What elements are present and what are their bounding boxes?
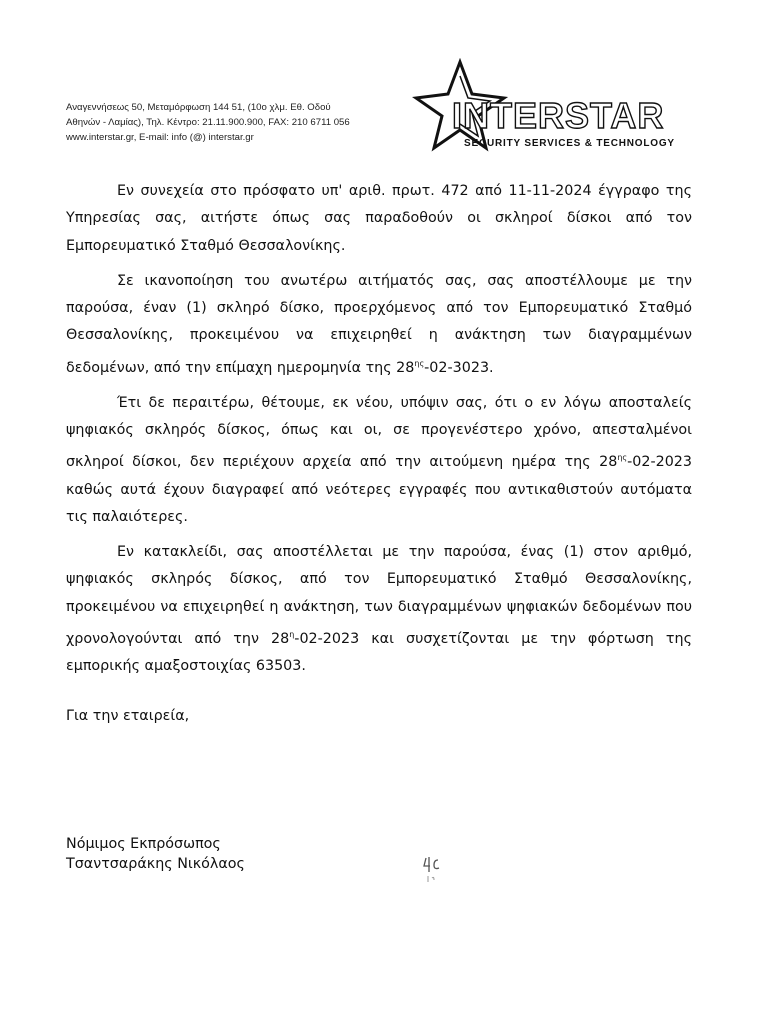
logo-name: INTERSTAR <box>452 95 665 136</box>
letter-body <box>66 178 692 688</box>
paragraph-4-rest: -02-2023 και συσχετίζονται με την φόρτωση της εμπορικής αμαξοστοιχίας 63503. <box>66 630 692 675</box>
logo-tagline: SECURITY SERVICES & TECHNOLOGY <box>464 138 675 149</box>
paragraph-1 <box>66 178 692 260</box>
paragraph-3-text: Έτι δε περαιτέρω, θέτουμε, εκ νέου, υπόψιν σας, ότι ο εν λόγω αποσταλείς ψηφιακός σκληρός δίσκος, όπως και οι, σε προγενέστερο χρόνο, απεσταλμένοι σκληροί δίσκοι, δεν περιέχουν αρχεία από την αιτούμενη ημέρα της 28 <box>66 394 692 471</box>
paragraph-3 <box>66 390 692 531</box>
paragraph-2 <box>66 268 692 382</box>
paragraph-2-date: -02-3023. <box>424 359 494 376</box>
paragraph-2-text: Σε ικανοποίηση του ανωτέρω αιτήματός σας, σας αποστέλλουμε με την παρούσα, έναν (1) σκληρό δίσκο, προερχόμενος από τον Εμπορευματικό Σταθμό Θεσσαλονίκης, προκειμένου να επιχειρηθεί η ανάκτηση των διαγραμμένων δεδομένων, από την επίμαχη ημερομηνία της 28 <box>66 272 692 376</box>
ordinal-suffix: ης <box>617 453 628 463</box>
ordinal-suffix: η <box>289 629 295 639</box>
handwritten-mark-icon <box>420 852 450 888</box>
signer-name: Τσαντσαράκης Νικόλαος <box>66 856 245 872</box>
paragraph-1-text: Εν συνεχεία στο πρόσφατο υπ' αριθ. πρωτ. 472 από 11-11-2024 έγγραφο της Υπηρεσίας σας, αιτήστε όπως σας παραδοθούν οι σκληροί δίσκοι από τον Εμπορευματικό Σταθμό Θεσσαλονίκης. <box>66 183 692 254</box>
address-line-3: www.interstar.gr, E-mail: info (@) interstar.gr <box>66 132 254 143</box>
interstar-logo <box>412 58 702 153</box>
address-line-2: Αθηνών - Λαμίας), Τηλ. Κέντρο: 21.11.900.900, FAX: 210 6711 056 <box>66 117 350 128</box>
address-line-1: Αναγεννήσεως 50, Μεταμόρφωση 144 51, (10ο χλμ. Εθ. Οδού <box>66 102 331 113</box>
signer-title: Νόμιμος Εκπρόσωπος <box>66 836 221 852</box>
paragraph-3-rest: -02-2023 καθώς αυτά έχουν διαγραφεί από νεότερες εγγραφές που αντικαθιστούν αυτόματα τις παλαιότερες. <box>66 454 692 525</box>
closing-line: Για την εταιρεία, <box>66 708 190 724</box>
paragraph-4 <box>66 539 692 680</box>
ordinal-suffix: ης <box>414 358 425 368</box>
company-address-block <box>66 100 406 145</box>
paragraph-4-text: Εν κατακλείδι, σας αποστέλλεται με την παρούσα, ένας (1) στον αριθμό, ψηφιακός σκληρός δίσκος, από τον Εμπορευματικό Σταθμό Θεσσαλονίκης, προκειμένου να επιχειρηθεί η ανάκτηση, των διαγραμμένων ψηφιακών δεδομένων που χρονολογούνται από την 28 <box>66 544 692 647</box>
signature-block <box>66 834 245 874</box>
